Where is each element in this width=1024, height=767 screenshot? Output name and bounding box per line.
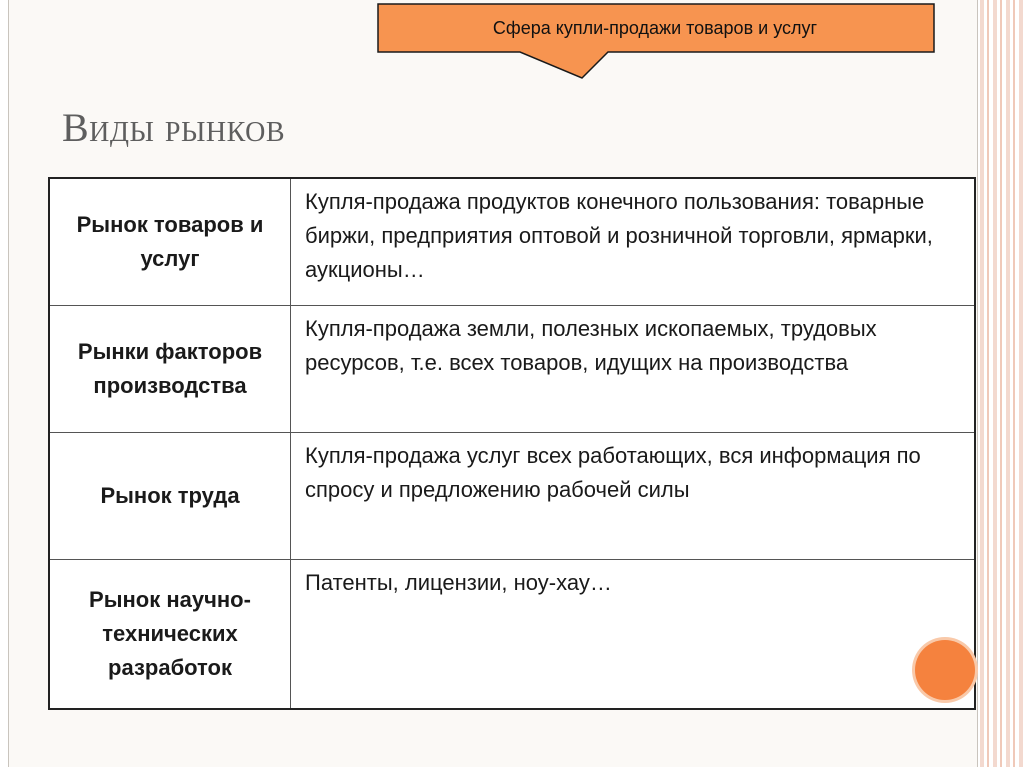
market-description-cell: Купля-продажа земли, полезных ископаемых, трудовых ресурсов, т.е. всех товаров, идущих на производства xyxy=(291,305,976,432)
market-type-cell: Рынок научно-технических разработок xyxy=(49,559,291,709)
market-description-cell: Купля-продажа продуктов конечного пользования: товарные биржи, предприятия оптовой и розничной торговли, ярмарки, аукционы… xyxy=(291,178,976,305)
accent-circle-icon xyxy=(915,640,975,700)
table-row xyxy=(49,432,975,559)
slide-title: Виды рынков xyxy=(62,105,286,150)
callout-text: Сфера купли-продажи товаров и услуг xyxy=(492,17,818,38)
market-description-cell: Патенты, лицензии, ноу-хау… xyxy=(291,559,976,709)
market-description-cell: Купля-продажа услуг всех работающих, вся информация по спросу и предложению рабочей силы xyxy=(291,432,976,559)
table-row xyxy=(49,305,975,432)
market-type-cell: Рынок труда xyxy=(49,432,291,559)
markets-table xyxy=(48,177,976,710)
decorative-stripes xyxy=(980,0,1024,767)
market-type-cell: Рынки факторов производства xyxy=(49,305,291,432)
table-row xyxy=(49,559,975,709)
table-row xyxy=(49,178,975,305)
market-type-cell: Рынок товаров и услуг xyxy=(49,178,291,305)
